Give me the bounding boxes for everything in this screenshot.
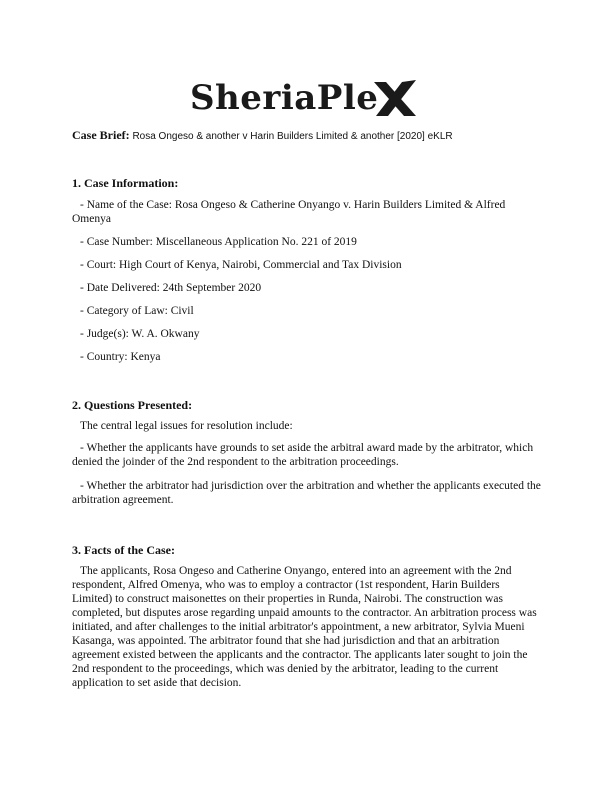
info-item-date: - Date Delivered: 24th September 2020 xyxy=(80,282,262,294)
case-brief-heading xyxy=(72,128,453,143)
facts-paragraph: The applicants, Rosa Ongeso and Catherine Onyango, entered into an agreement with the 2nd respondent, Alfred Omenya, who was to employ a contractor (1st respondent, Harin Builders Limited) to construct maisonettes on their properties in Runda, Nairobi. The construction was completed, but disputes arose regarding unpaid amounts to the contractor. An arbitration process was initiated, and after challenges to the initial arbitrator's appointment, a new arbitrator, Sylvia Mueni Kasanga, was appointed. The arbitrator found that she had jurisdiction and that an arbitration agreement existed between the applicants and the contractor. The applicants later sought to join the 2nd respondent to the proceedings, which was denied by the arbitrator, leading to the current application to set aside that decision. xyxy=(72,565,537,689)
sheriaplex-logo xyxy=(190,76,418,120)
info-item-category: - Category of Law: Civil xyxy=(80,305,194,317)
case-brief-label: Case Brief: xyxy=(72,128,130,142)
info-item-judge: - Judge(s): W. A. Okwany xyxy=(80,328,200,340)
info-item-court: - Court: High Court of Kenya, Nairobi, Commercial and Tax Division xyxy=(80,259,402,271)
section-title-facts: 3. Facts of the Case: xyxy=(72,543,175,557)
case-brief-title: Rosa Ongeso & another v Harin Builders Limited & another [2020] eKLR xyxy=(132,131,453,142)
section-title-case-information: 1. Case Information: xyxy=(72,176,179,190)
logo-text: SheriaPle xyxy=(190,78,379,118)
question-item-1: - Whether the applicants have grounds to set aside the arbitral award made by the arbitrator, which denied the joinder of the 2nd respondent to the arbitration proceedings. xyxy=(72,442,534,468)
logo-x-mark-icon xyxy=(372,78,418,118)
questions-intro: The central legal issues for resolution include: xyxy=(80,420,293,432)
info-item-case-number: - Case Number: Miscellaneous Application No. 221 of 2019 xyxy=(80,236,357,248)
question-item-2: - Whether the arbitrator had jurisdiction over the arbitration and whether the applicants executed the arbitration agreement. xyxy=(72,480,541,506)
info-item-name: - Name of the Case: Rosa Ongeso & Catherine Onyango v. Harin Builders Limited & Alfred Omenya xyxy=(72,199,506,225)
info-item-country: - Country: Kenya xyxy=(80,351,161,363)
section-title-questions: 2. Questions Presented: xyxy=(72,398,193,412)
